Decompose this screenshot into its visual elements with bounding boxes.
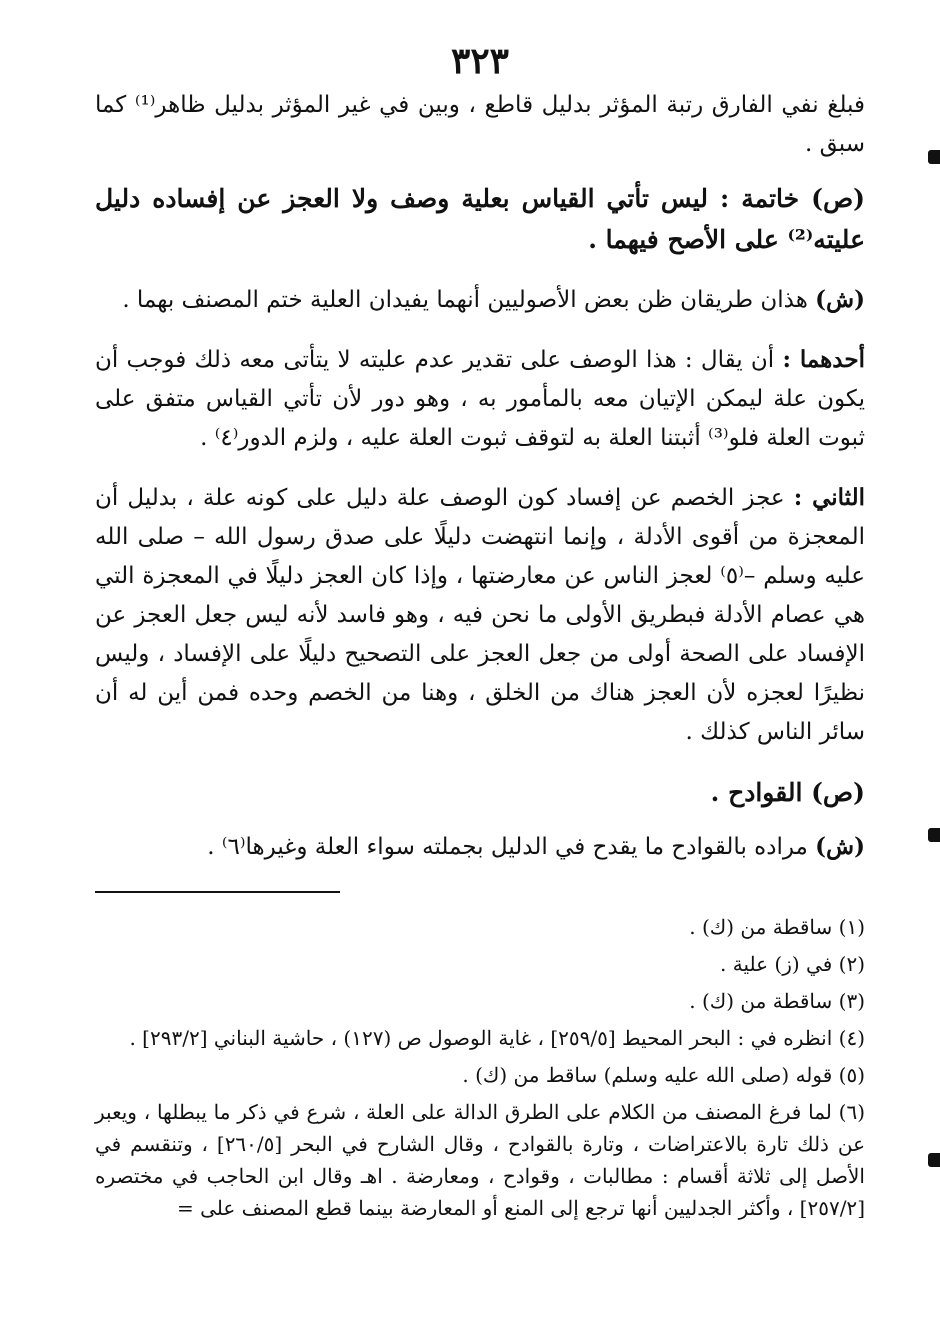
footnote-6: (٦) لما فرغ المصنف من الكلام على الطرق الدالة على العلة ، شرع في ذكر ما يبطلها ، ويعبر عن ذلك تارة بالاعتراضات ، وتارة بالقوادح ، وقال الشارح في البحر [٢٦٠/٥] ، وتنقسم في الأصل إلى ثلاثة أقسام : مطالبات ، وقوادح ، ومعارضة . اهـ وقال ابن الحاجب في مختصره [٢٥٧/٢] ، وأكثر الجدليين أنها ترجع إلى المنع أو المعارضة بينما قطع المصنف على = [95, 1100, 866, 1220]
paragraph-lead: (ش) [815, 833, 865, 860]
page-edge-mark [928, 1153, 940, 1167]
paragraph-lead: (ص) خاتمة : [719, 184, 866, 213]
paragraph-text: ليس تأتي القياس بعلية وصف ولا العجز عن إفساده دليل عليته⁽²⁾ على الأصح فيهما . [95, 184, 865, 254]
paragraph-khatima [95, 178, 865, 260]
paragraph-lead: (ش) [815, 286, 865, 313]
paragraph-first-method [95, 340, 865, 458]
paragraph-intro [95, 86, 865, 164]
paragraph-lead: أحدهما : [782, 346, 865, 373]
footnote-4: (٤) انظره في : البحر المحيط [٢٥٩/٥] ، غاية الوصول ص (١٢٧) ، حاشية البناني [٢٩٣/٢] . [129, 1026, 865, 1050]
paragraph-text: فبلغ نفي الفارق رتبة المؤثر بدليل قاطع ، وبين في غير المؤثر بدليل ظاهر⁽¹⁾ كما سبق . [95, 92, 865, 157]
footnote-2: (٢) في (ز) علية . [720, 952, 865, 976]
page-edge-mark [928, 150, 940, 164]
page-edge-mark [928, 828, 940, 842]
paragraph-text: أن يقال : هذا الوصف على تقدير عدم عليته لا يتأتى معه ذلك فوجب أن يكون علة ليمكن الإتيان معه بالمأمور به ، وهو دور لأن تأتي القياس متفق على ثبوت العلة فلو⁽³⁾ أثبتنا العلة به لتوقف ثبوت العلة عليه ، ولزم الدور⁽٤⁾ . [95, 347, 865, 451]
page-number: ٣٢٣ [450, 40, 509, 82]
paragraph-second-method [95, 478, 865, 752]
footnote-3: (٣) ساقطة من (ك) . [689, 989, 865, 1013]
paragraph-text: عجز الخصم عن إفساد كون الوصف علة دليل على كونه علة ، بدليل أن المعجزة من أقوى الأدلة ، وإنما انتهضت دليلًا على صدق رسول الله – صلى الله عليه وسلم –⁽٥⁾ لعجز الناس عن معارضتها ، وإذا كان العجز دليلًا في المعجزة التي هي عصام الأدلة فبطريق الأولى ما نحن فيه ، وهو فاسد لأنه ليس جعل العجز عن الإفساد على الصحة أولى من جعل العجز على التصحيح دليلًا على الإفساد ، وليس نظيرًا لعجزه لأن العجز هناك من الخلق ، وهنا من الخصم وحده فمن أين له أن سائر الناس كذلك . [95, 485, 865, 745]
footnote-5: (٥) قوله (صلى الله عليه وسلم) ساقط من (ك) . [462, 1063, 865, 1087]
paragraph-text: مراده بالقوادح ما يقدح في الدليل بجملته سواء العلة وغيرها⁽٦⁾ . [207, 834, 816, 860]
page-content [95, 40, 865, 1224]
paragraph-text: هذان طريقان ظن بعض الأصوليين أنهما يفيدان العلية ختم المصنف بهما . [122, 287, 816, 313]
paragraph-sharh-1 [95, 280, 865, 320]
paragraph-sharh-qawadih [95, 827, 865, 867]
footnote-1: (١) ساقطة من (ك) . [689, 915, 865, 939]
paragraph-qawadih-heading [95, 772, 865, 813]
footnote-separator [95, 891, 340, 893]
paragraph-lead: (ص) القوادح . [710, 778, 865, 807]
paragraph-lead: الثاني : [793, 484, 865, 511]
